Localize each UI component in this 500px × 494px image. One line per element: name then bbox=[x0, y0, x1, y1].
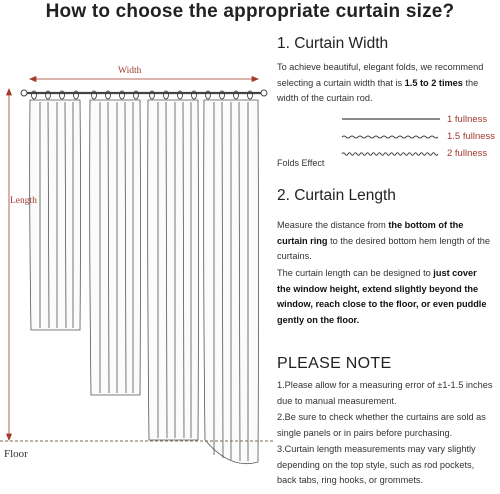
floor-label: Floor bbox=[4, 448, 28, 460]
note-item-2: 2.Be sure to check whether the curtains are sold as single panels or in pairs before purchasing. bbox=[277, 412, 486, 438]
folds-illustration bbox=[340, 112, 440, 162]
note-item-3: 3.Curtain length measurements may vary slightly depending on the top style, such as rod pockets, back tabs, ring hooks, or grommets. bbox=[277, 444, 476, 485]
fold-label-2: 2 fullness bbox=[447, 148, 488, 159]
width-label: Width bbox=[118, 66, 142, 76]
please-note-heading: PLEASE NOTE bbox=[277, 355, 392, 372]
fold-line-15 bbox=[342, 136, 438, 138]
section-length-text-1: Measure the distance from the bottom of the curtain ring to the desired bottom hem length of the curtains. bbox=[277, 220, 490, 261]
section-length-heading: 2. Curtain Length bbox=[277, 187, 396, 204]
fold-label-15: 1.5 fullness bbox=[447, 131, 496, 142]
curtain-rod bbox=[21, 90, 267, 96]
section-width-heading: 1. Curtain Width bbox=[277, 35, 389, 52]
curtain-illustration bbox=[0, 30, 275, 494]
length-label: Length bbox=[10, 196, 37, 206]
curtain-panel-2 bbox=[90, 100, 141, 395]
fold-label-1: 1 fullness bbox=[447, 114, 488, 125]
folds-effect-label: Folds Effect bbox=[277, 158, 325, 168]
fold-line-2 bbox=[342, 153, 438, 156]
section-width-text: To achieve beautiful, elegant folds, we recommend selecting a curtain width that is 1.5 to 2 times the width of the curtain rod. bbox=[277, 62, 484, 103]
page-title: How to choose the appropriate curtain size? bbox=[45, 1, 455, 22]
curtain-panel-3 bbox=[148, 100, 199, 440]
curtain-panel-1 bbox=[30, 100, 81, 330]
length-dimension bbox=[7, 89, 12, 440]
width-dimension bbox=[30, 77, 258, 82]
section-length-text-2: The curtain length can be designed to just cover the window height, extend slightly beyond the window, reach close to the floor, or even puddle gently on the floor. bbox=[277, 268, 487, 325]
note-item-1: 1.Please allow for a measuring error of ±1-1.5 inches due to manual measurement. bbox=[277, 380, 493, 406]
curtain-panel-4 bbox=[204, 100, 259, 464]
